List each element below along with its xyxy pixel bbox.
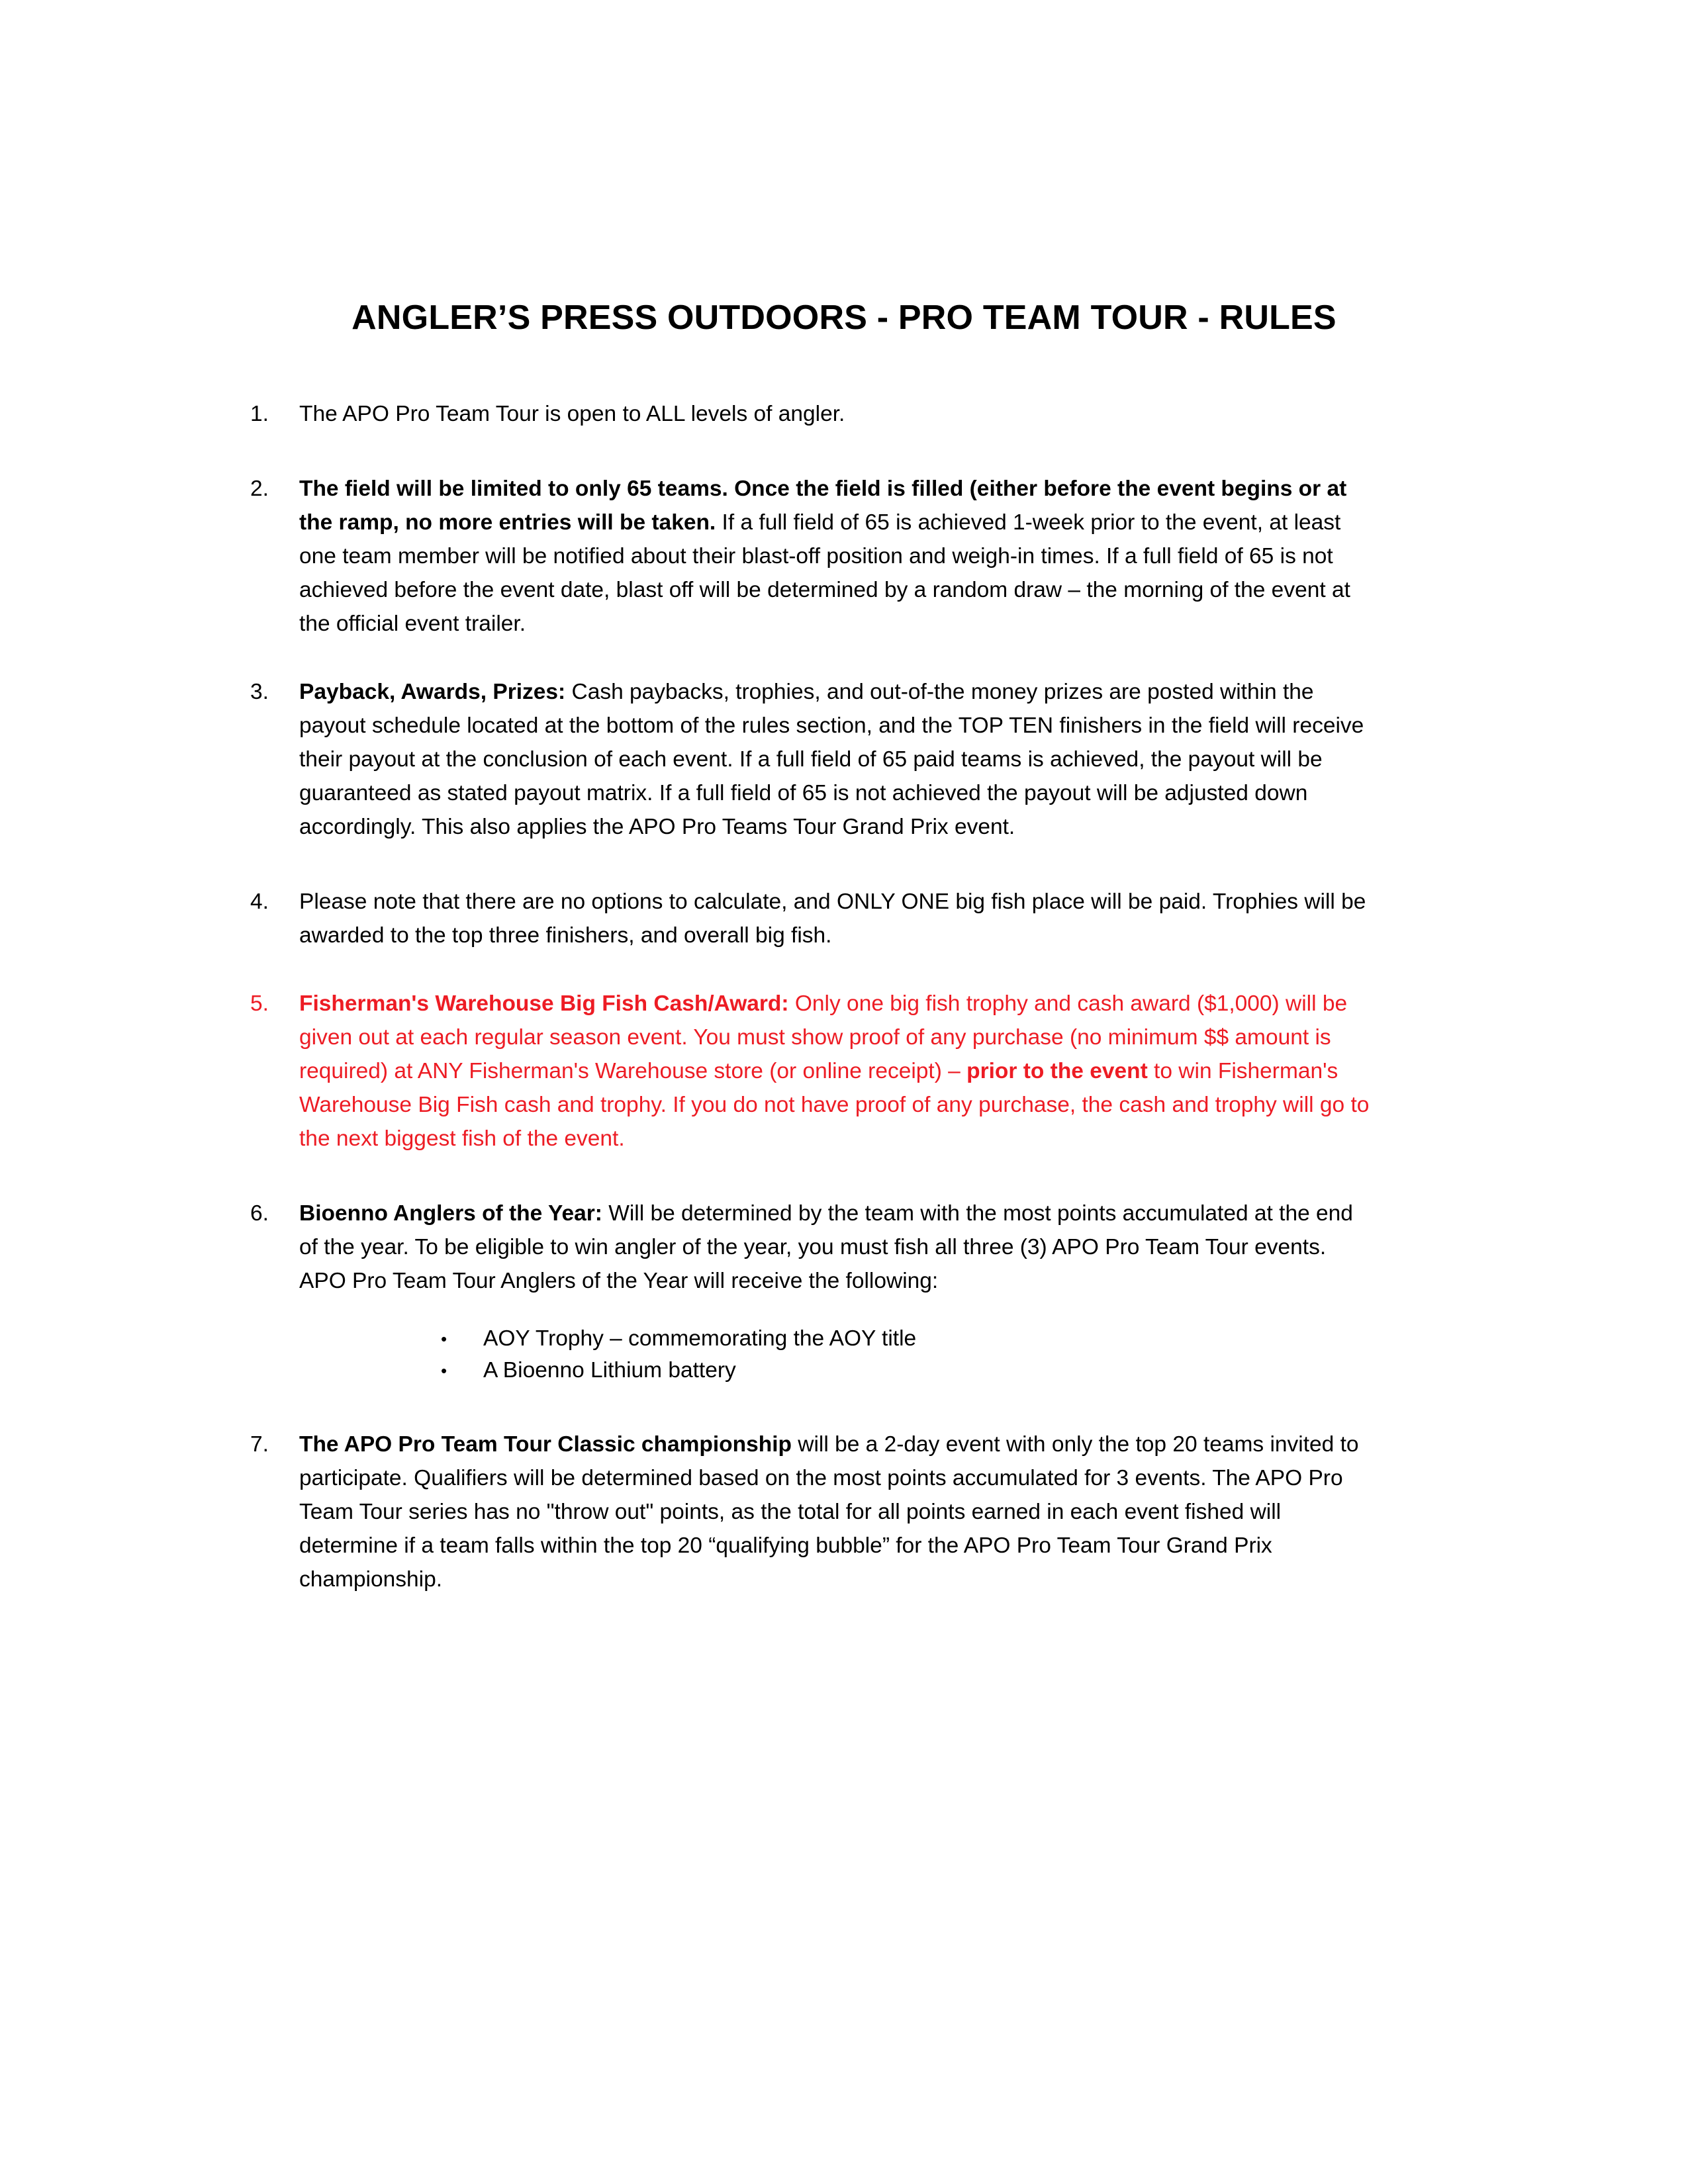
rule-number-6: 6. xyxy=(250,1201,269,1226)
rule-item-5 xyxy=(245,987,1377,1156)
rule-item-7 xyxy=(245,1428,1377,1596)
rule-item-1 xyxy=(245,397,1377,431)
rule-body-5-part1: Only one big fish trophy and cash award ($1,000) will be given out at each regular season event. You must show proof of any purchase (no minimum $$ amount is required) at ANY Fisherman's Warehouse store (or online receipt) – xyxy=(299,991,1348,1083)
rule-body-2: If a full field of 65 is achieved 1-week prior to the event, at least one team member will be notified about their blast-off position and weigh-in times. If a full field of 65 is not achieved before the event date, blast off will be determined by a random draw – the morning of the event at the official event trailer. xyxy=(299,510,1350,636)
rule-body-6: Will be determined by the team with the most points accumulated at the end of the year. To be eligible to win angler of the year, you must fish all three (3) APO Pro Team Tour events. APO Pro Team Tour Anglers of the Year will receive the following: xyxy=(299,1201,1353,1293)
rule-text-2 xyxy=(299,472,1377,641)
rule-item-2 xyxy=(245,472,1377,641)
rule-number-2: 2. xyxy=(250,477,269,501)
rule-text-5 xyxy=(299,987,1377,1156)
list-item-label: A Bioenno Lithium battery xyxy=(483,1358,736,1383)
aoy-rewards-list xyxy=(436,1323,1377,1387)
rule-body-7: will be a 2-day event with only the top 20 teams invited to participate. Qualifiers will be determined based on the most points accumulated for 3 events. The APO Pro Team Tour series has no "throw out" points, as the total for all points earned in each event fished will determine if a team falls within the top 20 “qualifying bubble” for the APO Pro Team Tour Grand Prix championship. xyxy=(299,1432,1359,1592)
rule-bold-mid-5: prior to the event xyxy=(966,1059,1148,1083)
bullet-icon: • xyxy=(441,1329,447,1349)
rule-text-4: Please note that there are no options to calculate, and ONLY ONE big fish place will be paid. Trophies will be awarded to the top three finishers, and overall big fish. xyxy=(299,889,1366,948)
page-title: ANGLER’S PRESS OUTDOORS - PRO TEAM TOUR - RULES xyxy=(352,298,1336,337)
rule-item-6 xyxy=(245,1197,1377,1298)
rule-number-1: 1. xyxy=(250,402,269,426)
rule-bold-lead-6: Bioenno Anglers of the Year: xyxy=(299,1201,602,1226)
rule-text-6 xyxy=(299,1197,1377,1298)
rule-bold-lead-5: Fisherman's Warehouse Big Fish Cash/Award: xyxy=(299,991,789,1016)
rule-text-1: The APO Pro Team Tour is open to ALL levels of angler. xyxy=(299,402,845,426)
rules-list xyxy=(245,397,1377,1596)
list-item-label: AOY Trophy – commemorating the AOY title xyxy=(483,1326,917,1351)
rule-text-3 xyxy=(299,675,1377,844)
rule-item-3 xyxy=(245,675,1377,844)
rule-bold-lead-7: The APO Pro Team Tour Classic championship xyxy=(299,1432,792,1457)
rule-bold-lead-2: The field will be limited to only 65 teams. Once the field is filled (either before the event begins or at the ramp, no more entries will be taken. xyxy=(299,477,1347,535)
rule-number-4: 4. xyxy=(250,889,269,914)
rule-number-3: 3. xyxy=(250,680,269,704)
bullet-icon: • xyxy=(441,1361,447,1381)
rule-number-7: 7. xyxy=(250,1432,269,1457)
rule-number-5: 5. xyxy=(250,991,269,1016)
rule-bold-lead-3: Payback, Awards, Prizes: xyxy=(299,680,566,704)
rule-body-3: Cash paybacks, trophies, and out-of-the money prizes are posted within the payout schedule located at the bottom of the rules section, and the TOP TEN finishers in the field will receive their payout at the conclusion of each event. If a full field of 65 paid teams is achieved, the payout will be guaranteed as stated payout matrix. If a full field of 65 is not achieved the payout will be adjusted down accordingly. This also applies the APO Pro Teams Tour Grand Prix event. xyxy=(299,680,1364,839)
list-item xyxy=(436,1323,1377,1355)
rule-body-5-part2: to win Fisherman's Warehouse Big Fish cash and trophy. If you do not have proof of any purchase, the cash and trophy will go to the next biggest fish of the event. xyxy=(299,1059,1370,1151)
rule-item-4 xyxy=(245,885,1377,952)
rule-text-7 xyxy=(299,1428,1377,1596)
list-item xyxy=(436,1355,1377,1387)
